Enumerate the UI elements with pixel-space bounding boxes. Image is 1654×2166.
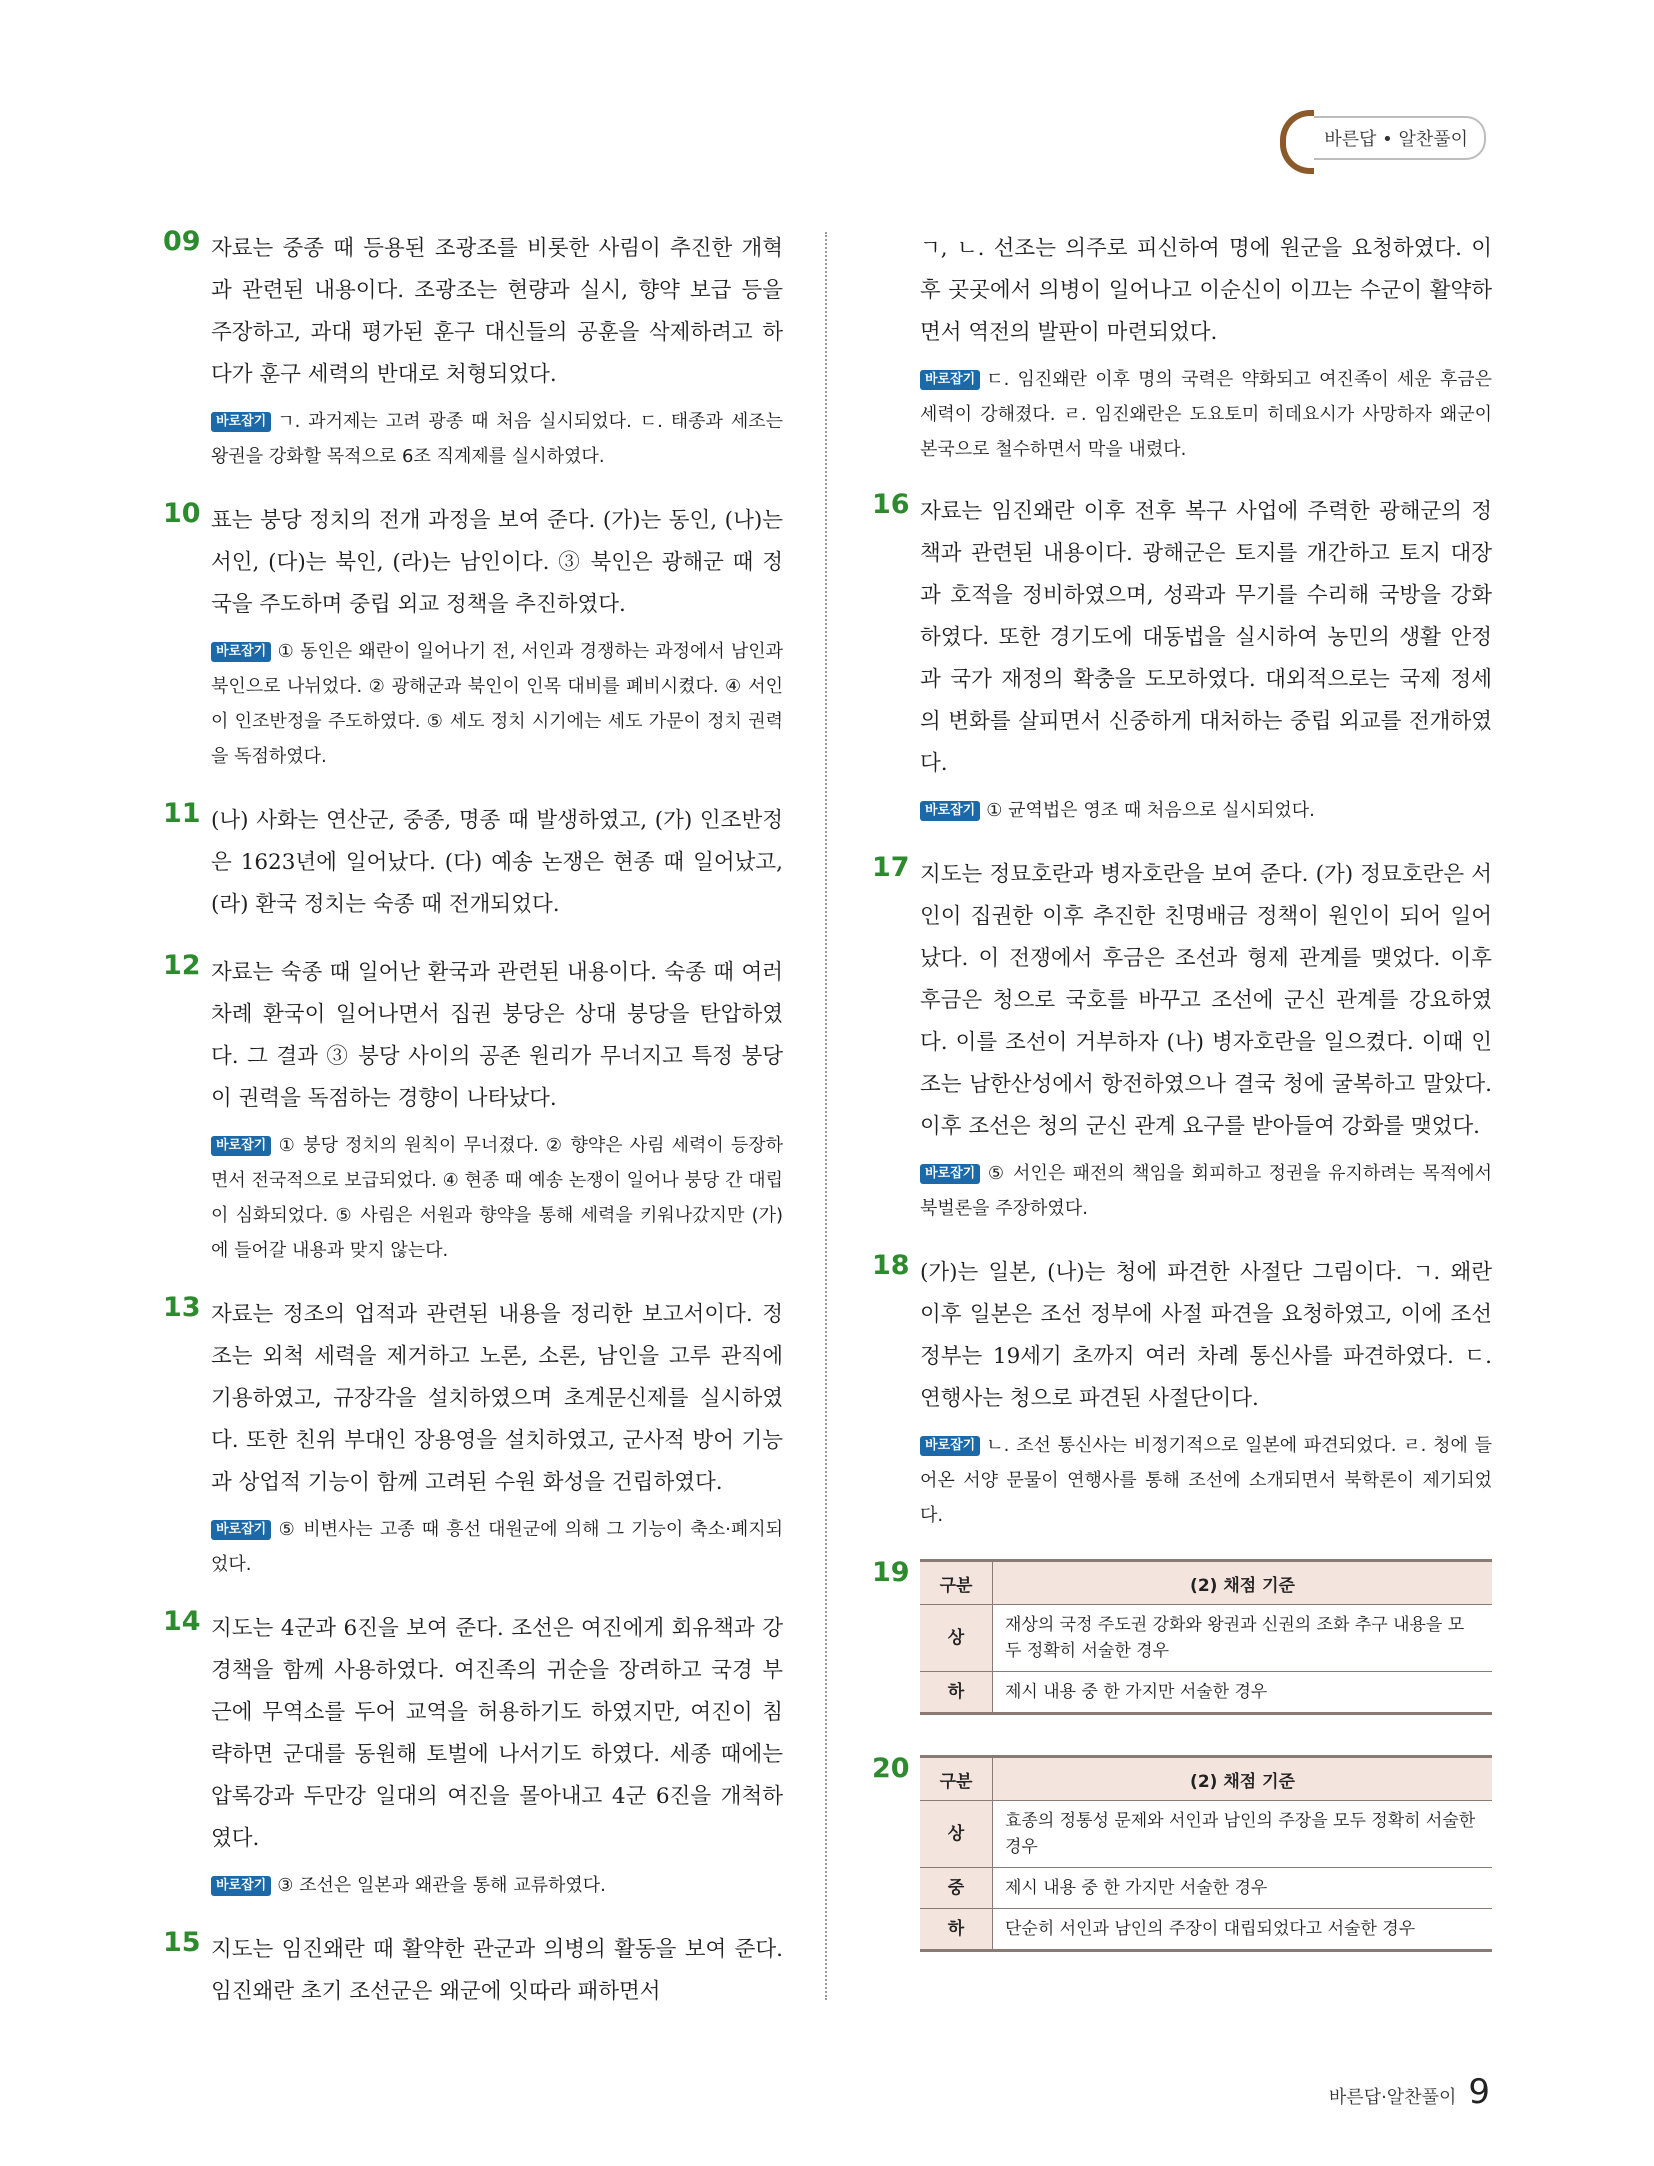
criteria-cell: 재상의 국정 주도권 강화와 왕권과 신권의 조화 추구 내용을 모두 정확히 서술한 경우 (993, 1605, 1493, 1672)
correction-tag: 바로잡기 (211, 642, 271, 662)
item-number: 13 (163, 1292, 201, 1323)
correction-note (920, 362, 1492, 467)
correction-text: ⑤ 서인은 패전의 책임을 회피하고 정권을 유지하려는 목적에서 북벌론을 주장하였다. (920, 1163, 1492, 1219)
answer-item-10 (163, 500, 783, 774)
correction-note (211, 634, 783, 774)
item-explanation: ㄱ, ㄴ. 선조는 의주로 피신하여 명에 원군을 요청하였다. 이후 곳곳에서 의병이 일어나고 이순신이 이끄는 수군이 활약하면서 역전의 발판이 마련되었다. (920, 236, 1492, 345)
item-explanation: 자료는 중종 때 등용된 조광조를 비롯한 사림이 추진한 개혁과 관련된 내용이다. 조광조는 현량과 실시, 향약 보급 등을 주장하고, 과대 평가된 훈구 대신들의 공훈을 삭제하려고 하다가 훈구 세력의 반대로 처형되었다. (211, 236, 783, 387)
item-number: 12 (163, 950, 201, 981)
item-number: 14 (163, 1606, 201, 1637)
scoring-criteria-table (920, 1755, 1492, 1952)
item-explanation: 자료는 임진왜란 이후 전후 복구 사업에 주력한 광해군의 정책과 관련된 내용이다. 광해군은 토지를 개간하고 토지 대장과 호적을 정비하였으며, 성곽과 무기를 수리해 국방을 강화하였다. 또한 경기도에 대동법을 실시하여 농민의 생활 안정과 국가 재정의 확충을 도모하였다. 대외적으로는 국제 정세의 변화를 살피면서 신중하게 대처하는 중립 외교를 전개하였다. (920, 499, 1492, 776)
correction-note (211, 404, 783, 474)
answer-item-18 (872, 1252, 1492, 1533)
correction-tag: 바로잡기 (211, 412, 271, 432)
answer-item-11 (163, 800, 783, 926)
correction-text: ㄷ. 임진왜란 이후 명의 국력은 약화되고 여진족이 세운 후금은 세력이 강해졌다. ㄹ. 임진왜란은 도요토미 히데요시가 사망하자 왜군이 본국으로 철수하면서 막을 내렸다. (920, 369, 1492, 460)
page-footer (1329, 2072, 1490, 2112)
correction-note (920, 1428, 1492, 1533)
left-column (163, 228, 783, 2039)
correction-tag: 바로잡기 (920, 1164, 980, 1184)
item-explanation: 자료는 숙종 때 일어난 환국과 관련된 내용이다. 숙종 때 여러 차례 환국이 일어나면서 집권 붕당은 상대 붕당을 탄압하였다. 그 결과 ③ 붕당 사이의 공존 원리가 무너지고 특정 붕당이 권력을 독점하는 경향이 나타났다. (211, 960, 783, 1111)
item-number: 15 (163, 1927, 201, 1958)
footer-label: 바른답·알찬풀이 (1328, 2087, 1457, 2108)
answer-item-20 (872, 1755, 1492, 1952)
correction-tag: 바로잡기 (211, 1876, 271, 1896)
item-number: 10 (163, 498, 201, 529)
correction-tag: 바로잡기 (211, 1520, 271, 1540)
header-arc-decoration (1280, 110, 1314, 174)
correction-text: ① 동인은 왜란이 일어나기 전, 서인과 경쟁하는 과정에서 남인과 북인으로 나뉘었다. ② 광해군과 북인이 인목 대비를 폐비시켰다. ④ 서인이 인조반정을 주도하였다. ⑤ 세도 정치 시기에는 세도 가문이 정치 권력을 독점하였다. (211, 641, 783, 767)
item-number: 20 (872, 1753, 910, 1784)
right-column (872, 228, 1492, 1992)
table-header-criteria: (2) 채점 기준 (993, 1561, 1493, 1605)
criteria-cell: 효종의 정통성 문제와 서인과 남인의 주장을 모두 정확히 서술한 경우 (993, 1801, 1493, 1868)
column-divider (825, 232, 827, 2000)
answer-item-19 (872, 1559, 1492, 1715)
answer-item-15 (163, 1929, 783, 2013)
correction-tag: 바로잡기 (211, 1136, 271, 1156)
item-explanation: 표는 붕당 정치의 전개 과정을 보여 준다. (가)는 동인, (나)는 서인, (다)는 북인, (라)는 남인이다. ③ 북인은 광해군 때 정국을 주도하며 중립 외교 정책을 추진하였다. (211, 508, 783, 617)
table-row (920, 1605, 1492, 1672)
item-number: 09 (163, 226, 201, 257)
grade-cell: 상 (920, 1605, 993, 1672)
answer-item-14 (163, 1608, 783, 1903)
correction-text: ⑤ 비변사는 고종 때 흥선 대원군에 의해 그 기능이 축소·폐지되었다. (211, 1519, 783, 1575)
table-row (920, 1801, 1492, 1868)
answer-item-09 (163, 228, 783, 474)
section-header-label: 바른답 • 알찬풀이 (1324, 129, 1468, 150)
correction-note (211, 1512, 783, 1582)
correction-tag: 바로잡기 (920, 801, 980, 821)
correction-note (920, 1156, 1492, 1226)
answer-item-13 (163, 1294, 783, 1582)
grade-cell: 하 (920, 1909, 993, 1951)
item-number: 17 (872, 852, 910, 883)
item-number: 19 (872, 1557, 910, 1588)
item-explanation: 지도는 임진왜란 때 활약한 관군과 의병의 활동을 보여 준다. 임진왜란 초기 조선군은 왜군에 잇따라 패하면서 (211, 1937, 783, 2004)
criteria-cell: 단순히 서인과 남인의 주장이 대립되었다고 서술한 경우 (993, 1909, 1493, 1951)
item-explanation: 자료는 정조의 업적과 관련된 내용을 정리한 보고서이다. 정조는 외척 세력을 제거하고 노론, 소론, 남인을 고루 관직에 기용하였고, 규장각을 설치하였으며 초계문신제를 실시하였다. 또한 친위 부대인 장용영을 설치하였고, 군사적 방어 기능과 상업적 기능이 함께 고려된 수원 화성을 건립하였다. (211, 1302, 783, 1495)
scoring-criteria-table (920, 1559, 1492, 1715)
item-explanation: (가)는 일본, (나)는 청에 파견한 사절단 그림이다. ㄱ. 왜란 이후 일본은 조선 정부에 사절 파견을 요청하였고, 이에 조선 정부는 19세기 초까지 여러 차례 통신사를 파견하였다. ㄷ. 연행사는 청으로 파견된 사절단이다. (920, 1260, 1492, 1411)
item-explanation: (나) 사화는 연산군, 중종, 명종 때 발생하였고, (가) 인조반정은 1623년에 일어났다. (다) 예송 논쟁은 현종 때 일어났고, (라) 환국 정치는 숙종 때 전개되었다. (211, 808, 783, 917)
item-explanation: 지도는 정묘호란과 병자호란을 보여 준다. (가) 정묘호란은 서인이 집권한 이후 추진한 친명배금 정책이 원인이 되어 일어났다. 이 전쟁에서 후금은 조선과 형제 관계를 맺었다. 이후 후금은 청으로 국호를 바꾸고 조선에 군신 관계를 강요하였다. 이를 조선이 거부하자 (나) 병자호란을 일으켰다. 이때 인조는 남한산성에서 항전하였으나 결국 청에 굴복하고 말았다. 이후 조선은 청의 군신 관계 요구를 받아들여 강화를 맺었다. (920, 862, 1492, 1139)
criteria-cell: 제시 내용 중 한 가지만 서술한 경우 (993, 1672, 1493, 1714)
table-row (920, 1672, 1492, 1714)
correction-tag: 바로잡기 (920, 370, 980, 390)
section-header-tab (1294, 116, 1486, 160)
page-number: 9 (1468, 2072, 1490, 2112)
grade-cell: 중 (920, 1868, 993, 1909)
correction-text: ① 붕당 정치의 원칙이 무너졌다. ② 향약은 사림 세력이 등장하면서 전국적으로 보급되었다. ④ 현종 때 예송 논쟁이 일어나 붕당 간 대립이 심화되었다. ⑤ 사림은 서원과 향약을 통해 세력을 키워나갔지만 (가)에 들어갈 내용과 맞지 않는다. (211, 1135, 783, 1261)
correction-note (211, 1868, 783, 1903)
item-number: 18 (872, 1250, 910, 1281)
table-row (920, 1909, 1492, 1951)
correction-text: ㄴ. 조선 통신사는 비정기적으로 일본에 파견되었다. ㄹ. 청에 들어온 서양 문물이 연행사를 통해 조선에 소개되면서 북학론이 제기되었다. (920, 1435, 1492, 1526)
grade-cell: 하 (920, 1672, 993, 1714)
correction-note (211, 1128, 783, 1268)
table-header-criteria: (2) 채점 기준 (993, 1757, 1493, 1801)
correction-text: ① 균역법은 영조 때 처음으로 실시되었다. (986, 800, 1315, 821)
correction-note (920, 793, 1492, 828)
grade-cell: 상 (920, 1801, 993, 1868)
correction-text: ③ 조선은 일본과 왜관을 통해 교류하였다. (277, 1875, 606, 1896)
correction-tag: 바로잡기 (920, 1436, 980, 1456)
answer-item-12 (163, 952, 783, 1268)
table-row (920, 1868, 1492, 1909)
item-number: 11 (163, 798, 201, 829)
item-number: 16 (872, 489, 910, 520)
answer-item-17 (872, 854, 1492, 1226)
correction-text: ㄱ. 과거제는 고려 광종 때 처음 실시되었다. ㄷ. 태종과 세조는 왕권을 강화할 목적으로 6조 직계제를 실시하였다. (211, 411, 783, 467)
answer-item-15-continued (872, 228, 1492, 467)
item-explanation: 지도는 4군과 6진을 보여 준다. 조선은 여진에게 회유책과 강경책을 함께 사용하였다. 여진족의 귀순을 장려하고 국경 부근에 무역소를 두어 교역을 허용하기도 하였지만, 여진이 침략하면 군대를 동원해 토벌에 나서기도 하였다. 세종 때에는 압록강과 두만강 일대의 여진을 몰아내고 4군 6진을 개척하였다. (211, 1616, 783, 1851)
criteria-cell: 제시 내용 중 한 가지만 서술한 경우 (993, 1868, 1493, 1909)
table-header-grade: 구분 (920, 1561, 993, 1605)
table-header-grade: 구분 (920, 1757, 993, 1801)
answer-item-16 (872, 491, 1492, 828)
